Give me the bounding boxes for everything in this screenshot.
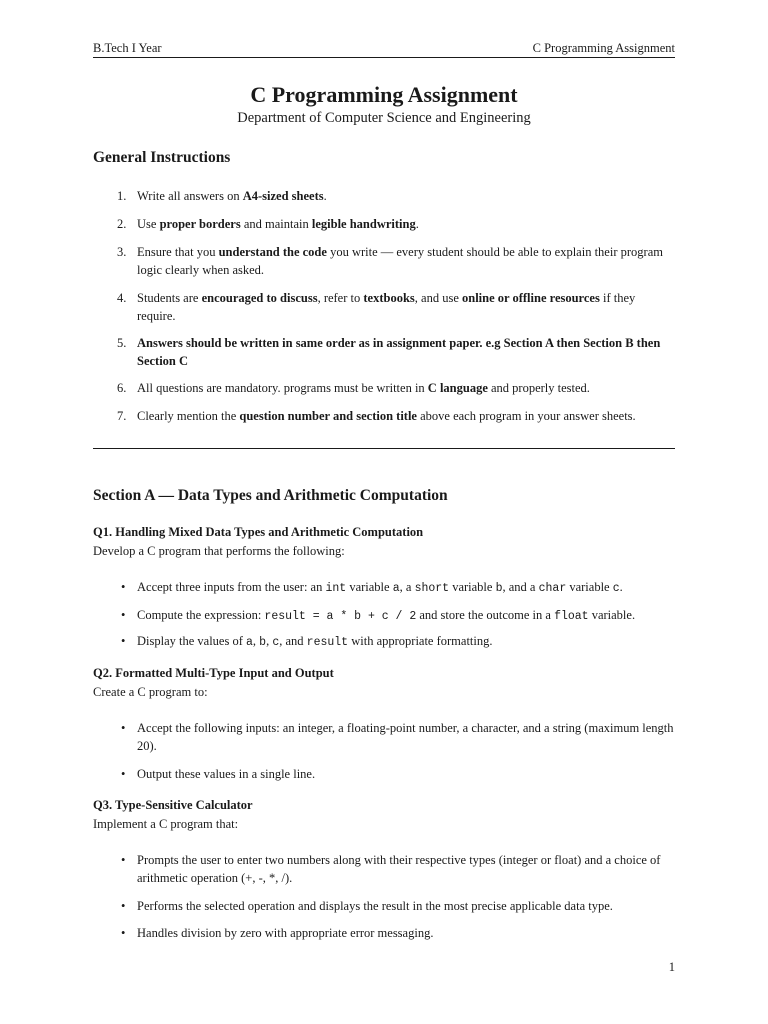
instruction-text: Answers should be written in same order as in assignment paper. e.g Section A then Section B then Section C — [137, 336, 661, 368]
page-subtitle: Department of Computer Science and Engineering — [237, 110, 531, 126]
instruction-number: 5. — [117, 336, 127, 350]
question-intro: Develop a C program that performs the following: — [93, 544, 345, 558]
page-title: C Programming Assignment — [250, 82, 518, 107]
bullet-text: Handles division by zero with appropriate error messaging. — [137, 926, 434, 940]
bullet-icon: • — [121, 580, 126, 594]
instruction-text: Students are encouraged to discuss, refer to textbooks, and use online or offline resources if they require. — [137, 291, 636, 323]
instruction-number: 7. — [117, 409, 127, 423]
question-title: Q2. Formatted Multi-Type Input and Output — [93, 666, 334, 680]
bullet-icon: • — [121, 608, 126, 622]
header-left: B.Tech I Year — [93, 41, 162, 55]
bullet-icon: • — [121, 634, 126, 648]
question-intro: Create a C program to: — [93, 685, 208, 699]
instruction-number: 3. — [117, 245, 127, 259]
question-title: Q1. Handling Mixed Data Types and Arithmetic Computation — [93, 525, 424, 539]
bullet-text: Performs the selected operation and displays the result in the most precise applicable data type. — [137, 899, 613, 913]
bullet-icon: • — [121, 853, 126, 867]
instruction-number: 4. — [117, 291, 127, 305]
instruction-text: Clearly mention the question number and section title above each program in your answer sheets. — [137, 409, 636, 423]
instruction-text: Write all answers on A4-sized sheets. — [137, 189, 327, 203]
running-header — [93, 41, 675, 56]
bullet-text: Compute the expression: result = a * b + c / 2 and store the outcome in a float variable. — [137, 608, 636, 623]
question-title: Q3. Type-Sensitive Calculator — [93, 798, 253, 812]
bullet-text: Output these values in a single line. — [137, 767, 316, 781]
bullet-icon: • — [121, 721, 126, 735]
header-rule — [93, 57, 675, 58]
instruction-number: 6. — [117, 381, 127, 395]
instruction-text: All questions are mandatory. programs must be written in C language and properly tested. — [137, 381, 590, 395]
bullet-text: Accept three inputs from the user: an int variable a, a short variable b, and a char variable c. — [137, 580, 623, 595]
instruction-text: Ensure that you understand the code you write — every student should be able to explain their program logic clearly when asked. — [137, 245, 663, 277]
page-number: 1 — [668, 960, 675, 974]
instruction-number: 2. — [117, 217, 127, 231]
bullet-text: Display the values of a, b, c, and result with appropriate formatting. — [137, 634, 493, 649]
bullet-icon: • — [121, 899, 126, 913]
instruction-text: Use proper borders and maintain legible handwriting. — [137, 217, 419, 231]
instructions-heading: General Instructions — [93, 149, 231, 166]
bullet-icon: • — [121, 926, 126, 940]
section-a-heading: Section A — Data Types and Arithmetic Computation — [93, 487, 448, 504]
question-intro: Implement a C program that: — [93, 817, 239, 831]
bullet-icon: • — [121, 767, 126, 781]
instruction-number: 1. — [117, 189, 127, 203]
header-right: C Programming Assignment — [532, 41, 675, 55]
bullet-text: Accept the following inputs: an integer, a floating-point number, a character, and a string (maximum length 20). — [137, 721, 674, 753]
section-divider — [93, 448, 675, 449]
bullet-text: Prompts the user to enter two numbers along with their respective types (integer or float) and a choice of arithmetic operation (+, -, *, /). — [137, 853, 661, 885]
